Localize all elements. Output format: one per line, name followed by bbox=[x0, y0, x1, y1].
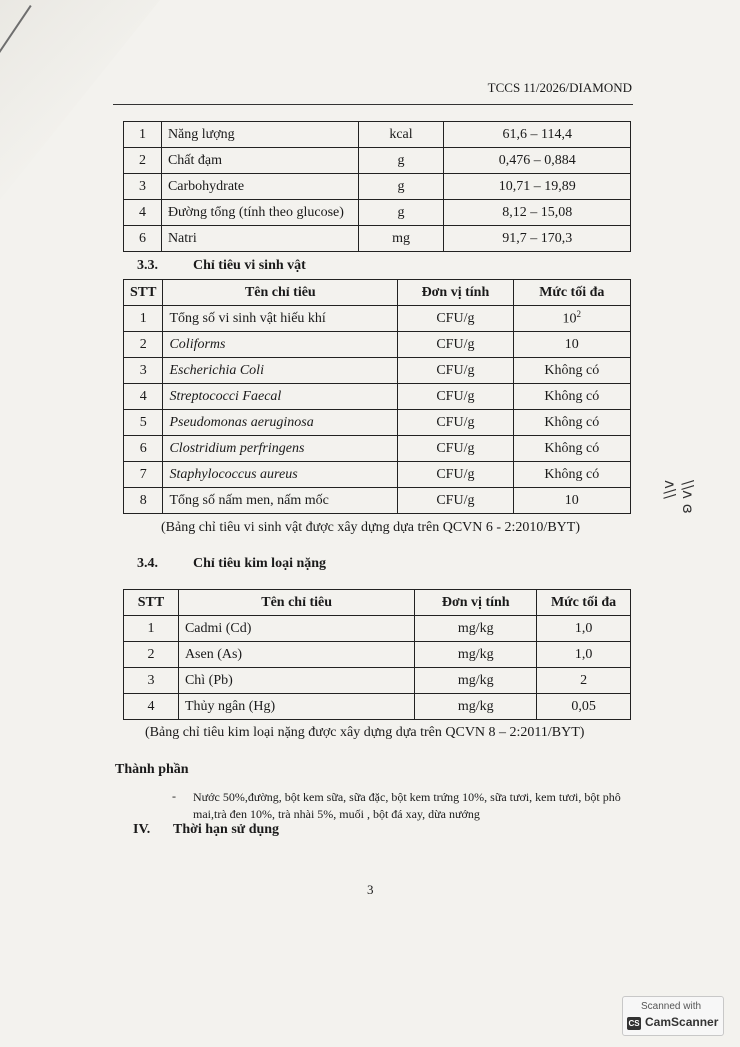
row-unit: CFU/g bbox=[398, 462, 513, 488]
row-value-text: Không có bbox=[544, 440, 600, 456]
row-unit: g bbox=[358, 200, 444, 226]
row-name: Tổng số nấm men, nấm mốc bbox=[163, 488, 398, 514]
row-value bbox=[513, 462, 630, 488]
ingredients-dash: - bbox=[172, 789, 176, 803]
row-name: Clostridium perfringens bbox=[163, 436, 398, 462]
metal-heading: Chỉ tiêu kim loại nặng bbox=[193, 556, 327, 571]
micro-heading-number: 3.3. bbox=[137, 258, 158, 273]
row-unit: mg/kg bbox=[415, 642, 537, 668]
ingredients-heading: Thành phần bbox=[115, 762, 189, 777]
camscanner-logo-icon: CS bbox=[628, 1019, 640, 1028]
row-value-text: 10 bbox=[564, 492, 579, 508]
column-header: Mức tối đa bbox=[537, 590, 631, 616]
table-row bbox=[124, 694, 631, 720]
row-value bbox=[537, 668, 631, 694]
header-row bbox=[124, 590, 631, 616]
column-header: Tên chỉ tiêu bbox=[163, 280, 398, 306]
row-name: Chì (Pb) bbox=[178, 668, 414, 694]
table-row bbox=[124, 616, 631, 642]
row-stt: 3 bbox=[124, 358, 163, 384]
table-row bbox=[124, 200, 631, 226]
row-value bbox=[513, 358, 630, 384]
row-stt: 3 bbox=[124, 174, 162, 200]
row-value bbox=[537, 642, 631, 668]
row-stt: 4 bbox=[124, 694, 179, 720]
microbiology-table bbox=[123, 279, 631, 514]
row-name: Natri bbox=[161, 226, 358, 252]
row-stt: 8 bbox=[124, 488, 163, 514]
row-value bbox=[513, 436, 630, 462]
row-unit: mg/kg bbox=[415, 694, 537, 720]
document-code: TCCS 11/2026/DIAMOND bbox=[487, 80, 632, 95]
row-stt: 4 bbox=[124, 384, 163, 410]
row-value bbox=[513, 306, 630, 332]
row-stt: 6 bbox=[124, 226, 162, 252]
row-unit: CFU/g bbox=[398, 332, 513, 358]
table-row bbox=[124, 462, 631, 488]
row-value: 10,71 – 19,89 bbox=[444, 174, 631, 200]
row-value: 61,6 – 114,4 bbox=[444, 122, 631, 148]
row-stt: 1 bbox=[124, 122, 162, 148]
table-row bbox=[124, 174, 631, 200]
row-value bbox=[537, 616, 631, 642]
row-name: Thủy ngân (Hg) bbox=[178, 694, 414, 720]
row-name: Coliforms bbox=[163, 332, 398, 358]
row-value bbox=[513, 384, 630, 410]
row-value-text: Không có bbox=[544, 362, 600, 378]
row-name: Năng lượng bbox=[161, 122, 358, 148]
row-unit: mg/kg bbox=[415, 616, 537, 642]
row-name: Đường tổng (tính theo glucose) bbox=[161, 200, 358, 226]
row-unit: mg/kg bbox=[415, 668, 537, 694]
row-unit: CFU/g bbox=[398, 306, 513, 332]
row-value bbox=[513, 332, 630, 358]
row-name: Tổng số vi sinh vật hiếu khí bbox=[163, 306, 398, 332]
row-value: 91,7 – 170,3 bbox=[444, 226, 631, 252]
row-stt: 7 bbox=[124, 462, 163, 488]
row-value-text: 1,0 bbox=[574, 646, 593, 662]
row-value: 8,12 – 15,08 bbox=[444, 200, 631, 226]
row-name: Staphylococcus aureus bbox=[163, 462, 398, 488]
row-value-text: 10 bbox=[564, 336, 579, 352]
row-name: Chất đạm bbox=[161, 148, 358, 174]
row-value-text: 10 bbox=[562, 311, 577, 327]
row-value-text: Không có bbox=[544, 466, 600, 482]
row-value: 0,476 – 0,884 bbox=[444, 148, 631, 174]
table-row bbox=[124, 410, 631, 436]
row-stt: 3 bbox=[124, 668, 179, 694]
row-unit: mg bbox=[358, 226, 444, 252]
section4-title: Thời hạn sử dụng bbox=[173, 822, 280, 837]
row-stt: 2 bbox=[124, 642, 179, 668]
table-row bbox=[124, 226, 631, 252]
heavy-metal-table bbox=[123, 589, 631, 720]
row-unit: kcal bbox=[358, 122, 444, 148]
margin-handwriting: \\ʌ ɞ ʌ\\ bbox=[661, 480, 697, 514]
row-stt: 4 bbox=[124, 200, 162, 226]
ingredients-text: Nước 50%,đường, bột kem sữa, sữa đặc, bột kem trứng 10%, sữa tươi, kem tươi, bột phô mai,trà đen 10%, trà nhài 5%, muối , bột đá xay, dừa nướng bbox=[193, 790, 621, 821]
row-unit: CFU/g bbox=[398, 488, 513, 514]
micro-heading: Chỉ tiêu vi sinh vật bbox=[193, 258, 306, 273]
row-name: Pseudomonas aeruginosa bbox=[163, 410, 398, 436]
page-number: 3 bbox=[367, 882, 374, 897]
table-row bbox=[124, 306, 631, 332]
column-header: Tên chỉ tiêu bbox=[178, 590, 414, 616]
table-row bbox=[124, 122, 631, 148]
row-value-text: Không có bbox=[544, 414, 600, 430]
row-name: Streptococci Faecal bbox=[163, 384, 398, 410]
row-value bbox=[537, 694, 631, 720]
row-value-text: Không có bbox=[544, 388, 600, 404]
table-row bbox=[124, 384, 631, 410]
row-name: Asen (As) bbox=[178, 642, 414, 668]
row-value bbox=[513, 410, 630, 436]
row-unit: CFU/g bbox=[398, 384, 513, 410]
row-name: Escherichia Coli bbox=[163, 358, 398, 384]
row-unit: CFU/g bbox=[398, 410, 513, 436]
column-header: STT bbox=[124, 590, 179, 616]
column-header: Mức tối đa bbox=[513, 280, 630, 306]
row-stt: 2 bbox=[124, 332, 163, 358]
row-stt: 2 bbox=[124, 148, 162, 174]
header-row bbox=[124, 280, 631, 306]
row-unit: CFU/g bbox=[398, 436, 513, 462]
watermark-top-text: Scanned with bbox=[641, 1001, 702, 1012]
row-stt: 6 bbox=[124, 436, 163, 462]
table-row bbox=[124, 488, 631, 514]
row-value-text: 0,05 bbox=[571, 698, 596, 714]
row-value bbox=[513, 488, 630, 514]
row-unit: CFU/g bbox=[398, 358, 513, 384]
row-unit: g bbox=[358, 148, 444, 174]
table-row bbox=[124, 642, 631, 668]
table-row bbox=[124, 668, 631, 694]
row-name: Carbohydrate bbox=[161, 174, 358, 200]
column-header: Đơn vị tính bbox=[398, 280, 513, 306]
camscanner-watermark bbox=[622, 996, 724, 1036]
row-stt: 1 bbox=[124, 616, 179, 642]
table-row bbox=[124, 436, 631, 462]
table-row bbox=[124, 148, 631, 174]
row-stt: 5 bbox=[124, 410, 163, 436]
row-value-exponent: 2 bbox=[576, 309, 582, 320]
section4-number: IV. bbox=[133, 822, 151, 837]
watermark-name: CamScanner bbox=[645, 1015, 719, 1029]
metal-note: (Bảng chỉ tiêu kim loại nặng được xây dựng dựa trên QCVN 8 – 2:2011/BYT) bbox=[145, 725, 585, 740]
micro-note: (Bảng chỉ tiêu vi sinh vật được xây dựng dựa trên QCVN 6 - 2:2010/BYT) bbox=[161, 520, 580, 535]
header-rule bbox=[113, 104, 633, 105]
metal-heading-number: 3.4. bbox=[137, 556, 158, 571]
row-unit: g bbox=[358, 174, 444, 200]
nutrition-table bbox=[123, 121, 631, 252]
column-header: STT bbox=[124, 280, 163, 306]
table-row bbox=[124, 332, 631, 358]
row-name: Cadmi (Cd) bbox=[178, 616, 414, 642]
table-row bbox=[124, 358, 631, 384]
row-value-text: 2 bbox=[580, 672, 588, 688]
column-header: Đơn vị tính bbox=[415, 590, 537, 616]
row-value-text: 1,0 bbox=[574, 620, 593, 636]
row-stt: 1 bbox=[124, 306, 163, 332]
